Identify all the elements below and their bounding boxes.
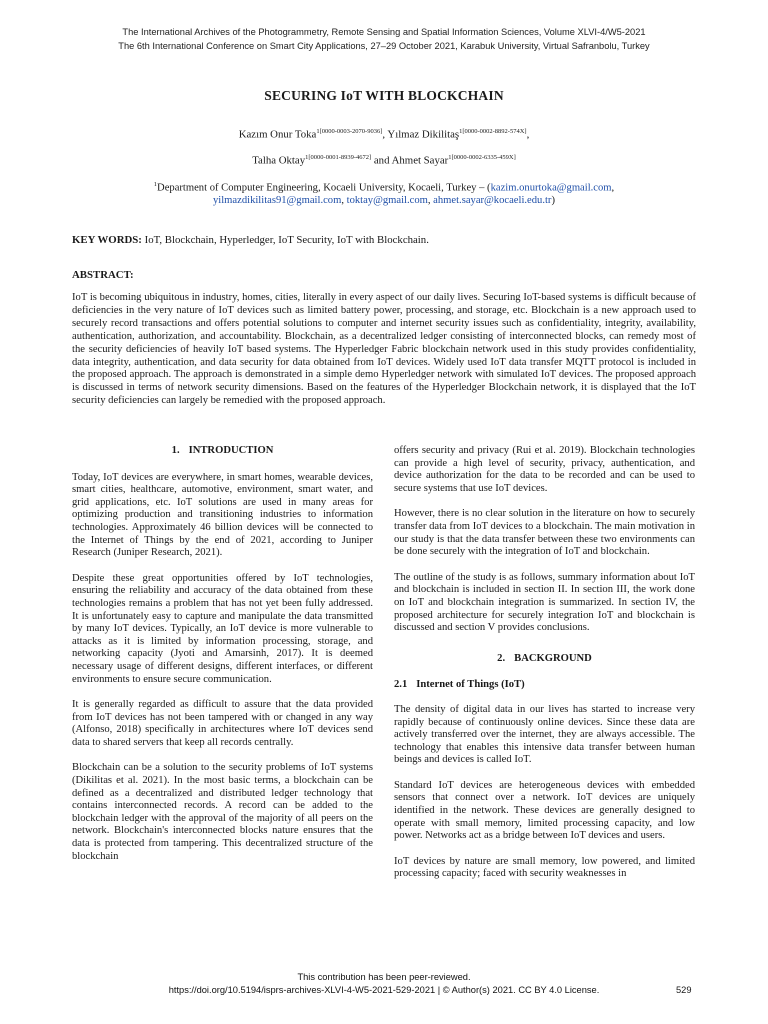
- section-heading-introduction: [72, 445, 373, 458]
- subsection-heading-iot: [394, 679, 695, 692]
- paragraph: Despite these great opportunities offered by IoT technologies, ensuring the reliability and accuracy of the data obtained from these technologies remains a problem that has not yet been fully addressed. It is unfortunately easy to capture and manipulate the data transmitted by many IoT devices. Typically, an IoT device is more vulnerable to attacks as it is limited by information processing, storage, and networking capacity (Jyoti and Amarsinh, 2017). It is deemed necessary usage of different designs, different interfaces, or different environments to ensure secure communication.: [72, 572, 373, 685]
- author-name: Talha Oktay: [252, 154, 306, 167]
- email-link[interactable]: kazim.onurtoka@gmail.com: [490, 182, 612, 194]
- section-title: INTRODUCTION: [188, 445, 274, 456]
- email-link[interactable]: yilmazdikilitas91@gmail.com: [213, 195, 342, 206]
- and-word: and: [373, 154, 390, 167]
- subsection-title: Internet of Things (IoT): [416, 679, 525, 691]
- affiliation-line-1: $^1$Department of Computer Engineering, Kocaeli University, Kocaeli, Turkey – (kazim.onurtoka@gmail.com,: [153, 181, 615, 194]
- author-name: Ahmet Sayar: [391, 154, 449, 167]
- right-column: [394, 445, 695, 894]
- section-title: BACKGROUND: [514, 652, 592, 664]
- paragraph: The outline of the study is as follows, summary information about IoT and blockchain is included in section II. In section III, the work done on IoT and blockchain integration is summarized. In section IV, the proposed architecture for securely integration IoT and blockchain is discussed and section V provides conclusions.: [394, 571, 695, 634]
- author-orcid: 1[0000-0002-6335-459X]: [448, 154, 516, 161]
- keywords-text: IoT, Blockchain, Hyperledger, IoT Security, IoT with Blockchain.: [144, 234, 429, 246]
- author-name: Yılmaz Dikilitaş: [387, 128, 460, 141]
- author-name: Kazım Onur Toka: [238, 128, 317, 141]
- paragraph: offers security and privacy (Rui et al. 2019). Blockchain technologies can provide a high level of security, privacy, authentication, and device authorization for the data to be recorded and can be used to secure systems that use IoT devices.: [394, 445, 695, 494]
- abstract-heading: ABSTRACT:: [72, 269, 134, 281]
- paragraph: IoT devices by nature are small memory, low powered, and limited processing capacity; faced with security weaknesses in: [394, 855, 695, 880]
- paragraph: Today, IoT devices are everywhere, in smart homes, wearable devices, smart cities, healthcare, automotive, environment, smart water, and grid applications, etc. IoT solutions are used in many areas for optimizing production and transitioning industries to information technologies. Approximately 46 billion devices will be connected to the Internet of Things by the end of 2021, according to Juniper Research (Juniper Research, 2021).: [72, 471, 373, 559]
- section-number: 2.: [497, 652, 506, 664]
- author-orcid: 1[0000-0002-8892-574X]: [459, 128, 527, 135]
- section-heading-background: [394, 653, 695, 666]
- peer-review-note: This contribution has been peer-reviewed.: [297, 972, 471, 982]
- abstract-text: IoT is becoming ubiquitous in industry, homes, cities, literally in every aspect of our daily lives. Securing IoT-based systems is difficult because of deficiencies in the very nature of IoT devices such as limited battery power, processing, and storage, etc. Blockchain is a new approach used to securely record transactions and offers potential solutions to computer and internet security issues such as confidentiality, integrity, availability, authentication, authorization, and accountability. Blockchain, as a decentralized ledger consisting of interconnected blocks, can remedy most of the security deficiencies of heavily IoT based systems. The Hyperledger Fabric blockchain network used in this study provides confidentiality, data integrity, authentication, and data security for data obtained from IoT devices. Widely used IoT data transfer MQTT protocol is included in the proposed approach. The approach is demonstrated in a simple demo Hyperledger network with simulated IoT devices. The proposed approach is discussed in terms of network security dimensions. Based on the features of the Hyperledger Blockchain network, it is displayed that the IoT security deficiencies can largely be remedied with the proposed approach.: [72, 292, 696, 407]
- paragraph: However, there is no clear solution in the literature on how to securely transfer data from IoT devices to a blockchain. The main motivation in our study is that the data transfer between these two environments can be done securely with the integration of IoT and blockchain.: [394, 508, 695, 558]
- paper-title: SECURING IoT WITH BLOCKCHAIN: [264, 88, 504, 103]
- paragraph: Standard IoT devices are heterogeneous devices with embedded sensors that connect over a network. IoT devices are uniquely identified in the network. These devices are generally designed to operate with small memory, limited processing capacity, and low power. Networks act as a bridge between IoT devices and users.: [394, 779, 695, 842]
- journal-header-line-2: The 6th International Conference on Smart City Applications, 27–29 October 2021, Karabuk University, Virtual Safranbolu, Turkey: [118, 41, 650, 51]
- paragraph: It is generally regarded as difficult to assure that the data provided from IoT devices has not been tampered with or changed in any way (Alfonso, 2018) specifically in architectures where IoT devices send data to shared servers that keep all records centrally.: [72, 699, 373, 748]
- left-column: [72, 445, 373, 876]
- paragraph: The density of digital data in our lives has started to increase very rapidly because of continuously online devices. Since these data are actively transferred over the internet, they are always accessible. The technology that enables this intensive data transfer between human beings and devices is called IoT.: [394, 703, 695, 766]
- email-link[interactable]: ahmet.sayar@kocaeli.edu.tr: [433, 195, 552, 206]
- affiliation-line-2: yilmazdikilitas91@gmail.com, toktay@gmail.com, ahmet.sayar@kocaeli.edu.tr): [213, 195, 555, 206]
- doi-license-line[interactable]: https://doi.org/10.5194/isprs-archives-XLVI-4-W5-2021-529-2021 | © Author(s) 2021. CC BY 4.0 License.: [168, 985, 600, 995]
- keywords: [72, 234, 696, 246]
- journal-header-line-1: The International Archives of the Photogrammetry, Remote Sensing and Spatial Information Sciences, Volume XLVI-4/W5-2021: [122, 27, 646, 37]
- section-number: 1.: [171, 445, 180, 456]
- affiliation-text: Department of Computer Engineering, Kocaeli University, Kocaeli, Turkey – (: [157, 182, 491, 194]
- authors-line-2: [0, 154, 768, 167]
- page-number: 529: [676, 985, 692, 995]
- subsection-number: 2.1: [394, 679, 408, 691]
- author-orcid: 1[0000-0001-8939-4672]: [305, 154, 372, 161]
- authors-line-1: Kazım Onur Toka$^{1[0000-0003-2070-9036]}$, Yılmaz Dikilitaş$^{1[0000-0002-8892-574X]}$,: [238, 128, 530, 141]
- keywords-label: KEY WORDS:: [72, 234, 142, 246]
- author-orcid: 1[0000-0003-2070-9036]: [316, 128, 383, 135]
- affiliation-marker: 1: [153, 181, 158, 188]
- paragraph: Blockchain can be a solution to the security problems of IoT systems (Dikilitas et al. 2021). In the most basic terms, a blockchain can be defined as a decentralized and distributed ledger technology that contains interconnected records. A record can be added to the blockchain ledger with the approval of the majority of all peers on the network. Blockchain's interconnected blocks nature ensures that the data is protected from tampering. This decentralized structure of the blockchain: [72, 762, 373, 862]
- email-link[interactable]: toktay@gmail.com: [346, 195, 428, 206]
